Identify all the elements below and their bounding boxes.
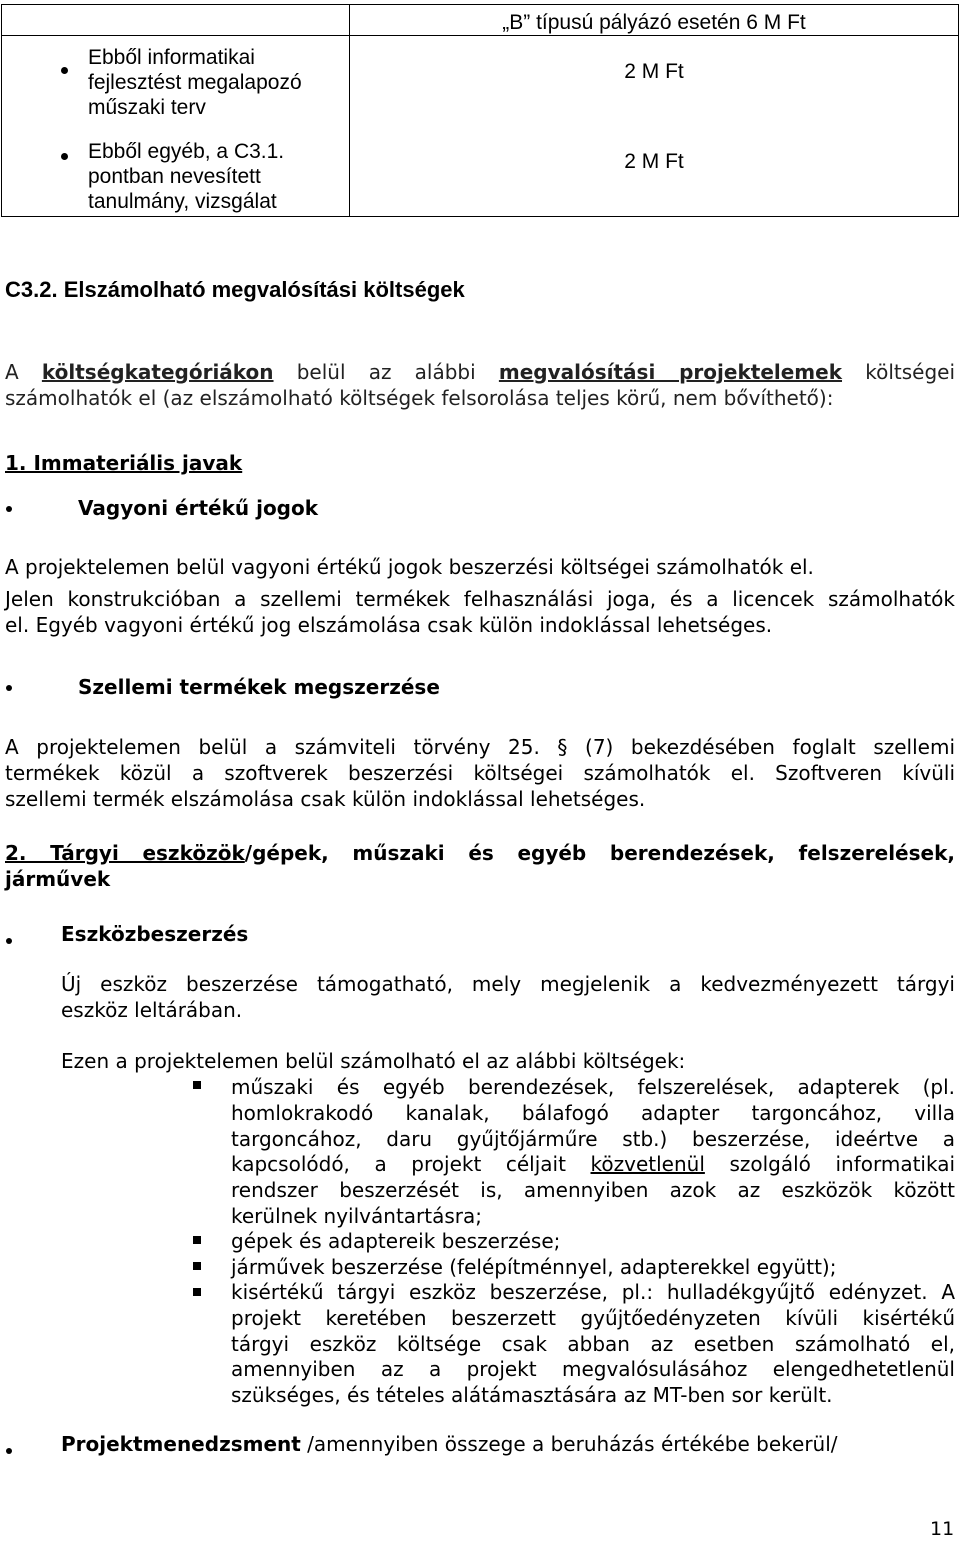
cat2-bullet1-paragraph-1: Új eszköz beszerzése támogatható, mely megjelenik a kedvezményezett tárgyi eszköz leltárában. <box>61 972 955 1022</box>
cat2-bullet-projektmenedzsment: Projektmenedzsment /amennyiben összege a beruházás értékébe bekerül/ <box>61 1432 838 1456</box>
list-item: kisértékű tárgyi eszköz beszerzése, pl.: hulladékgyűjtő edényzet. A projekt keretében beszerzett gyűjtőedényzeten kívüli kisértékű tárgyi eszköz költsége csak abban az esetben számolható el, amennyiben az a projekt megvalósulásához elengedhetetlenül szükséges, és tételes alátámasztására az MT-ben sor került. <box>231 1280 955 1408</box>
cat1-bullet-szellemi: Szellemi termékek megszerzése <box>78 675 440 699</box>
table-row-value-2: 2 M Ft <box>624 150 684 173</box>
list-item: műszaki és egyéb berendezések, felszerelések, adapterek (pl. homlokrakodó kanalak, bálafogó adapter targoncához, villa targoncához, daru gyűjtőjárműre stb.) beszerzése, ideértve a kapcsolódó, a projekt céljait közvetlenül szolgáló informatikai rendszer beszerzését is, amennyiben azok az eszközök között kerülnek nyilvántartásra; <box>231 1075 956 1228</box>
cat1-bullet2-paragraph: A projektelemen belül a számviteli törvény 25. § (7) bekezdésében foglalt szellemi termékek közül a szoftverek beszerzési költségei számolhatók el. Szoftveren kívüli szellemi termék elszámolása csak külön indoklással lehetséges. <box>5 735 955 811</box>
table-row-value-1: 2 M Ft <box>624 60 684 83</box>
bullet-icon <box>6 506 12 512</box>
intro-paragraph <box>5 360 955 412</box>
intro-line-1: A költségkategóriákon belül az alábbi megvalósítási projektelemek költségei <box>5 360 956 384</box>
list-item: járművek beszerzése (felépítménnyel, adapterekkel együtt); <box>231 1255 837 1279</box>
square-bullet-icon <box>193 1081 201 1089</box>
budget-table <box>1 4 959 217</box>
square-bullet-icon <box>193 1262 201 1270</box>
bullet-icon <box>6 1448 12 1454</box>
cat2-bullet1-paragraph-2: Ezen a projektelemen belül számolható el az alábbi költségek: <box>61 1049 686 1073</box>
category-1-heading: 1. Immateriális javak <box>5 451 243 475</box>
table-row-label-1: Ebből informatikai fejlesztést megalapozó műszaki terv <box>88 46 302 119</box>
bullet-icon <box>6 938 12 944</box>
cat2-bullet-eszkozbeszerzes: Eszközbeszerzés <box>61 922 249 946</box>
bullet-icon <box>61 67 68 74</box>
intro-line-2: számolhatók el (az elszámolható költségek felsorolása teljes körű, nem bővíthető): <box>5 385 834 410</box>
table-row-label-2: Ebből egyéb, a C3.1. pontban nevesített tanulmány, vizsgálat <box>88 140 285 213</box>
list-item: gépek és adaptereik beszerzése; <box>231 1229 561 1253</box>
table-row-values <box>350 36 959 217</box>
page-number: 11 <box>930 1518 955 1540</box>
bullet-icon <box>61 153 68 160</box>
cat1-bullet1-paragraph-2: Jelen konstrukcióban a szellemi termékek felhasználási joga, és a licencek számolhatók el. Egyéb vagyoni értékű jog elszámolása csak külön indoklással lehetséges. <box>5 587 955 637</box>
table-row-labels <box>2 36 350 217</box>
table-empty-cell <box>2 5 350 36</box>
cat1-bullet-vagyoni: Vagyoni értékű jogok <box>78 496 319 520</box>
bullet-icon <box>6 685 12 691</box>
category-2-heading: 2. Tárgyi eszközök/gépek, műszaki és egyéb berendezések, felszerelések, járművek <box>5 841 955 891</box>
section-title: C3.2. Elszámolható megvalósítási költségek <box>5 277 465 302</box>
cat1-bullet1-paragraph-1: A projektelemen belül vagyoni értékű jogok beszerzési költségei számolhatók el. <box>5 555 814 579</box>
square-bullet-icon <box>193 1288 201 1296</box>
square-bullet-icon <box>193 1236 201 1244</box>
table-header-value: „B” típusú pályázó esetén 6 M Ft <box>350 5 959 36</box>
